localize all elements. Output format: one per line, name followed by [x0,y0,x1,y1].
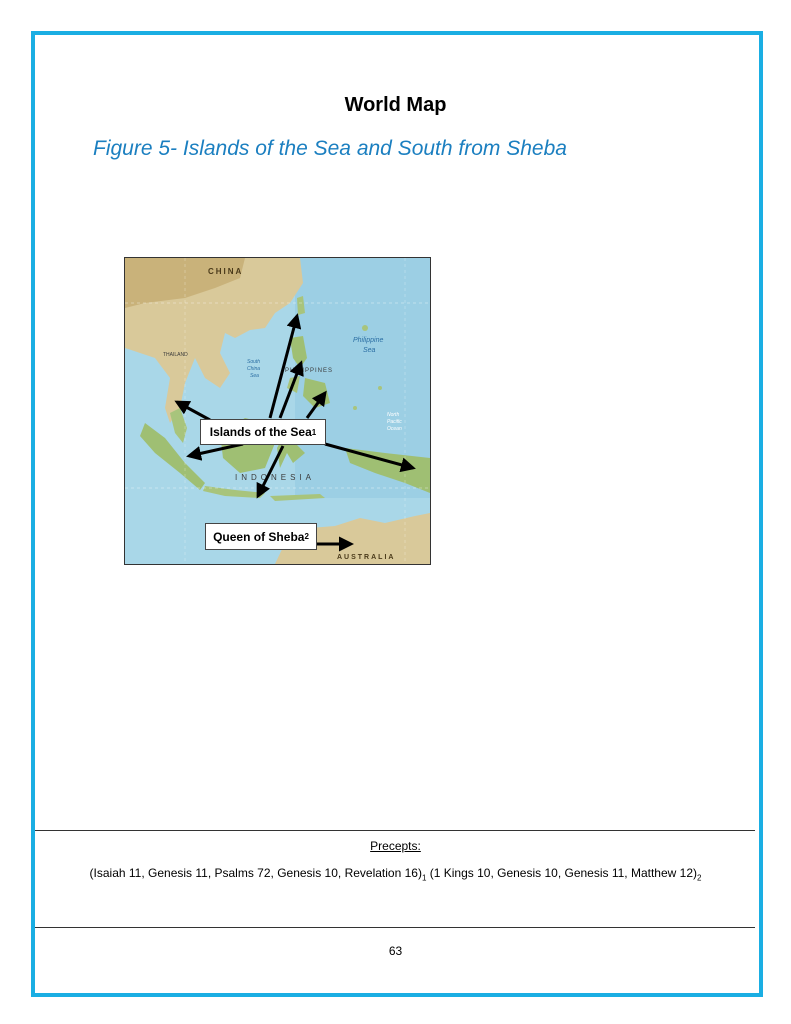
map-label-indonesia: INDONESIA [235,473,316,482]
page-number: 63 [388,944,403,958]
queen-of-sheba-callout [205,523,317,550]
map-label-philippines: PHILIPPINES [285,368,334,374]
map-image [125,258,430,564]
islands-callout-text: Islands of the Sea [209,425,312,439]
sheba-callout-text: Queen of Sheba [213,529,305,544]
precepts-references [0,866,791,882]
islands-of-the-sea-callout [200,419,326,445]
islands-callout-subscript: 1 [311,427,317,437]
map-label-north-pacific-2: Pacific [387,419,402,425]
map-label-philippine-sea: Philippine [353,337,384,344]
map-label-australia: AUSTRALIA [337,554,396,561]
map-label-china: CHINA [208,267,244,276]
map-label-north-pacific-3: Ocean [387,426,402,432]
island [362,325,368,331]
map-label-south-china-sea-3: Sea [250,373,259,379]
map-label-philippine-sea-2: Sea [363,347,376,354]
precepts-group-2: (1 Kings 10, Genesis 10, Genesis 11, Matthew 12) [426,866,697,880]
map-figure [124,257,431,565]
map-label-north-pacific: North [387,412,400,418]
figure-caption: Figure 5- Islands of the Sea and South from Sheba [93,137,567,160]
island [353,406,357,410]
precepts-heading: Precepts: [370,839,421,853]
footer-divider-top [35,830,755,831]
page-title: World Map [344,94,447,116]
sheba-callout-subscript: 2 [304,532,309,541]
map-label-south-china-sea: South [247,359,261,365]
footer-divider-bottom [35,927,755,928]
precepts-group-1-subscript: 1 [421,873,427,883]
map-label-thailand: THAILAND [163,352,188,358]
precepts-group-1: (Isaiah 11, Genesis 11, Psalms 72, Genesis 10, Revelation 16) [89,866,422,880]
map-label-south-china-sea-2: China [247,366,261,372]
island [378,386,382,390]
precepts-group-2-subscript: 2 [697,873,702,883]
